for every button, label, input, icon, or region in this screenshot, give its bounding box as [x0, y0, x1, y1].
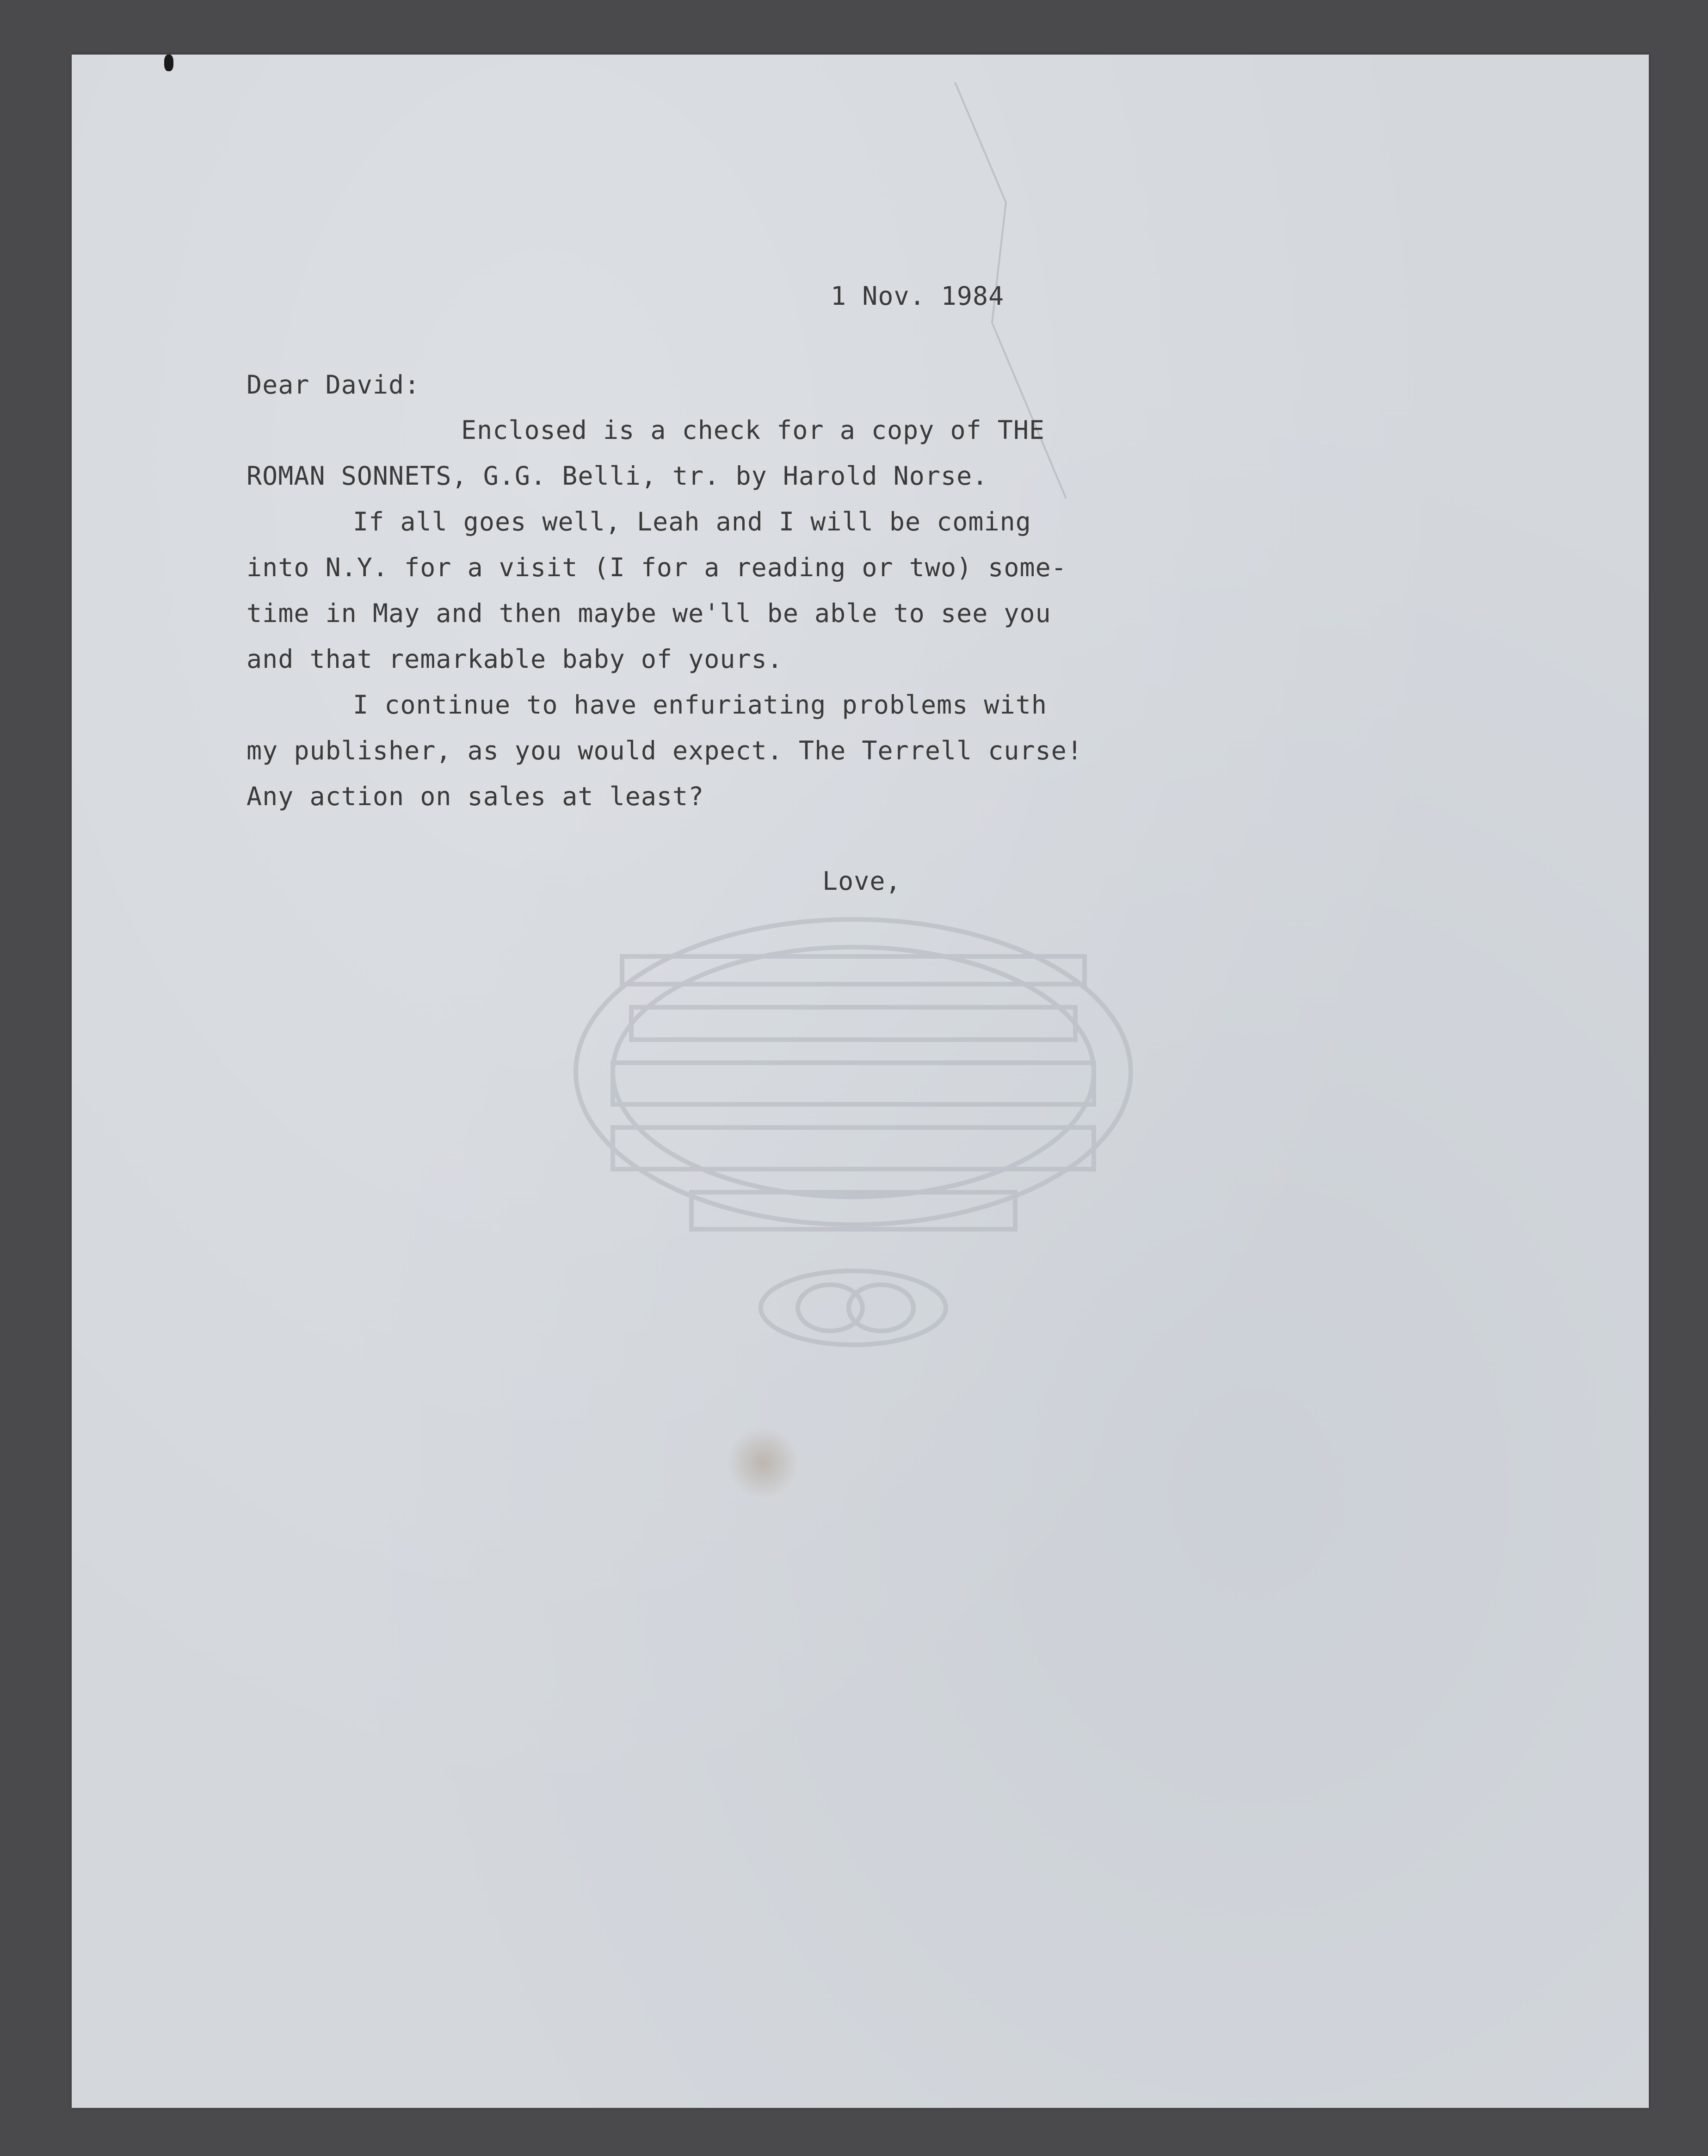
paragraph-2-line-4: and that remarkable baby of yours.: [247, 644, 783, 674]
staple-hole-icon: [164, 55, 173, 71]
show-through-stamp: [506, 878, 1200, 1433]
letter-sheet: [72, 55, 1649, 2108]
paper-stain: [728, 1423, 798, 1502]
letter-closing: Love,: [822, 866, 901, 896]
letter-salutation: Dear David:: [247, 370, 420, 400]
paragraph-1-line-2: ROMAN SONNETS, G.G. Belli, tr. by Harold Norse.: [247, 461, 988, 491]
letter-date: 1 Nov. 1984: [831, 281, 1005, 311]
paragraph-1-line-1: Enclosed is a check for a copy of THE: [461, 415, 1045, 445]
paragraph-3-line-2: my publisher, as you would expect. The Terrell curse!: [247, 736, 1083, 765]
paragraph-3-line-3: Any action on sales at least?: [247, 782, 704, 811]
paragraph-2-line-3: time in May and then maybe we'll be able to see you: [247, 598, 1051, 628]
paragraph-2-line-1: If all goes well, Leah and I will be coming: [353, 507, 1031, 536]
paragraph-3-line-1: I continue to have enfuriating problems with: [353, 690, 1047, 720]
paragraph-2-line-2: into N.Y. for a visit (I for a reading or two) some-: [247, 553, 1067, 582]
